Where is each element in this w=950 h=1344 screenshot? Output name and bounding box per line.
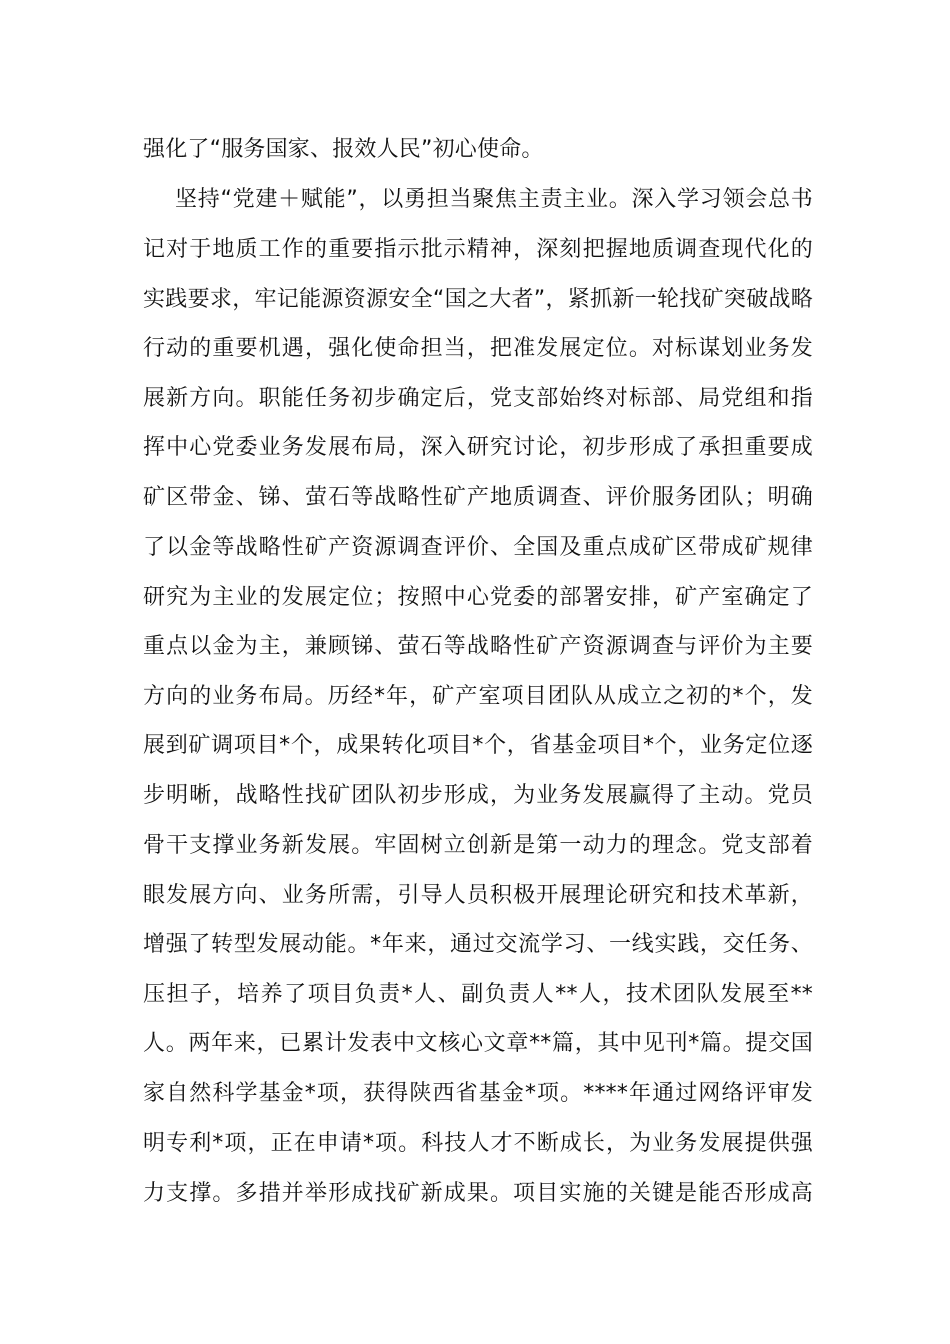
text-line: 压担子，培养了项目负责*人、副负责人**人，技术团队发展至** bbox=[143, 982, 813, 1007]
text-line: 重点以金为主，兼顾锑、萤石等战略性矿产资源调查与评价为主要 bbox=[143, 634, 813, 659]
text-line: 记对于地质工作的重要指示批示精神，深刻把握地质调查现代化的 bbox=[143, 237, 813, 262]
text-line: 人。两年来，已累计发表中文核心文章**篇，其中见刊*篇。提交国 bbox=[143, 1031, 813, 1056]
text-line: 挥中心党委业务发展布局，深入研究讨论，初步形成了承担重要成 bbox=[143, 435, 813, 460]
text-line: 明专利*项，正在申请*项。科技人才不断成长，为业务发展提供强 bbox=[143, 1131, 813, 1156]
text-line: 展新方向。职能任务初步确定后，党支部始终对标部、局党组和指 bbox=[143, 386, 813, 411]
text-line: 研究为主业的发展定位；按照中心党委的部署安排，矿产室确定了 bbox=[143, 585, 813, 610]
text-line: 展到矿调项目*个，成果转化项目*个，省基金项目*个，业务定位逐 bbox=[143, 733, 813, 758]
text-line: 强化了“服务国家、报效人民”初心使命。 bbox=[143, 137, 544, 162]
text-line: 矿区带金、锑、萤石等战略性矿产地质调查、评价服务团队；明确 bbox=[143, 485, 813, 510]
text-line: 了以金等战略性矿产资源调查评价、全国及重点成矿区带成矿规律 bbox=[143, 535, 813, 560]
text-line: 步明晰，战略性找矿团队初步形成，为业务发展赢得了主动。党员 bbox=[143, 783, 813, 808]
text-line: 眼发展方向、业务所需，引导人员积极开展理论研究和技术革新， bbox=[143, 883, 813, 908]
text-line: 增强了转型发展动能。*年来，通过交流学习、一线实践，交任务、 bbox=[143, 932, 813, 957]
text-line: 力支撑。多措并举形成找矿新成果。项目实施的关键是能否形成高 bbox=[143, 1181, 813, 1206]
text-line: 方向的业务布局。历经*年，矿产室项目团队从成立之初的*个，发 bbox=[143, 684, 813, 709]
text-line: 行动的重要机遇，强化使命担当，把准发展定位。对标谋划业务发 bbox=[143, 336, 813, 361]
text-line: 家自然科学基金*项，获得陕西省基金*项。****年通过网络评审发 bbox=[143, 1081, 813, 1106]
text-line: 实践要求，牢记能源资源安全“国之大者”，紧抓新一轮找矿突破战略 bbox=[143, 287, 813, 312]
text-line: 坚持“党建＋赋能”，以勇担当聚焦主责主业。深入学习领会总书 bbox=[175, 187, 813, 212]
text-line: 骨干支撑业务新发展。牢固树立创新是第一动力的理念。党支部着 bbox=[143, 833, 813, 858]
